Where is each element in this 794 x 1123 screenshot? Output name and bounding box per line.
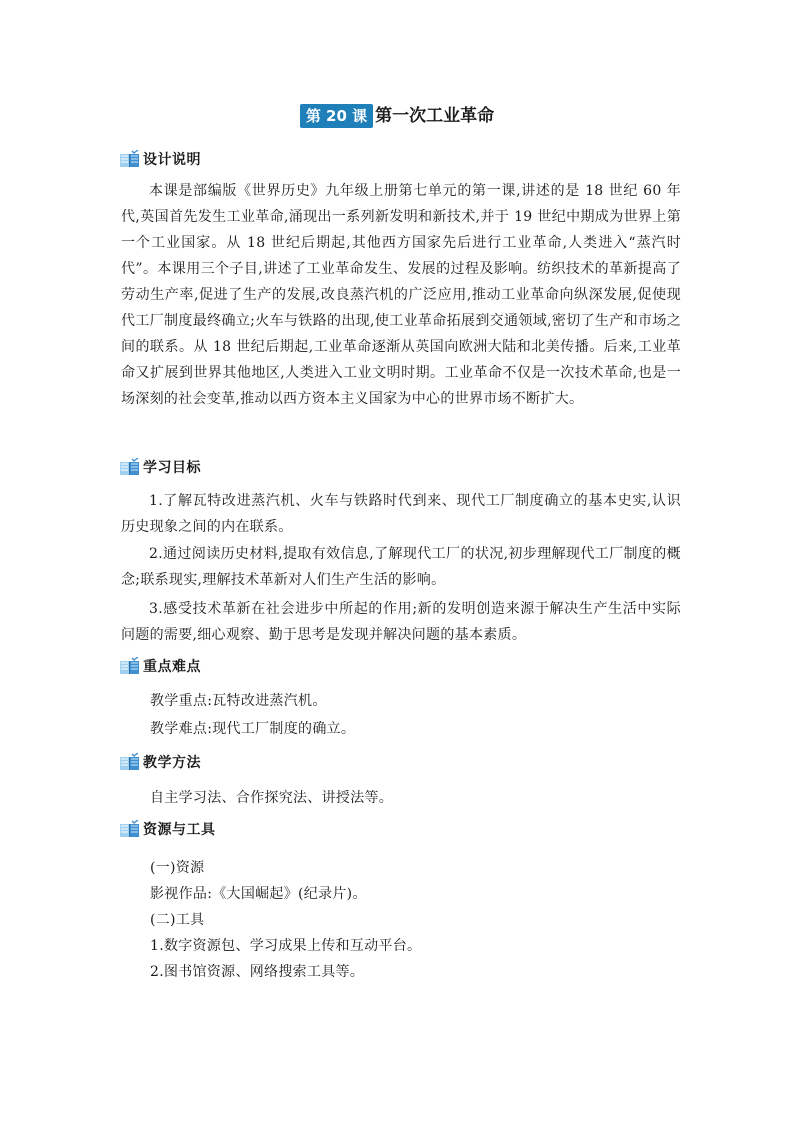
book-icon [120,753,140,771]
resource-line: (二)工具 [150,912,205,928]
book-icon [120,458,140,476]
book-icon [120,820,140,838]
section-heading-resources [120,819,216,839]
section-title: 重点难点 [143,659,201,675]
goal-item: 1.了解瓦特改进蒸汽机、火车与铁路时代到来、现代工厂制度确立的基本史实,认识历史现象之间的内在联系。 [121,493,681,535]
book-icon [120,657,140,675]
lesson-number-badge: 第 20 课 [300,104,373,128]
section-heading-goals [120,457,201,477]
section-heading-design [120,149,201,169]
lesson-header [0,104,794,128]
design-paragraph: 本课是部编版《世界历史》九年级上册第七单元的第一课,讲述的是 18 世纪 60 年代,英国首先发生工业革命,涌现出一系列新发明和新技术,并于 19 世纪中期成为世界上第一个工业国家。从 18 世纪后期起,其他西方国家先后进行工业革命,人类进入“蒸汽时代”。本课用三个子目,讲述了工业革命发生、发展的过程及影响。纺织技术的革新提高了劳动生产率,促进了生产的发展,改良蒸汽机的广泛应用,推动工业革命向纵深发展,促使现代工厂制度最终确立;火车与铁路的出现,使工业革命拓展到交通领域,密切了生产和市场之间的联系。从 18 世纪后期起,工业革命逐渐从英国向欧洲大陆和北美传播。后来,工业革命又扩展到世界其他地区,人类进入工业文明时期。工业革命不仅是一次技术革命,也是一场深刻的社会变革,推动以西方资本主义国家为中心的世界市场不断扩大。 [121,183,681,407]
goal-item: 3.感受技术革新在社会进步中所起的作用;新的发明创造来源于解决生产生活中实际问题的需要,细心观察、勤于思考是发现并解决问题的基本素质。 [121,601,681,643]
teaching-difficulty: 教学难点:现代工厂制度的确立。 [150,721,356,737]
goal-item: 2.通过阅读历史材料,提取有效信息,了解现代工厂的状况,初步理解现代工厂制度的概念;联系现实,理解技术革新对人们生产生活的影响。 [121,546,681,588]
section-heading-keypoints [120,656,201,676]
teaching-focus: 教学重点:瓦特改进蒸汽机。 [150,693,327,709]
section-heading-methods [120,752,201,772]
section-title: 设计说明 [143,152,201,168]
resource-line: (一)资源 [150,860,205,876]
resource-line: 2.图书馆资源、网络搜索工具等。 [150,964,365,980]
resource-line: 影视作品:《大国崛起》(纪录片)。 [150,886,367,902]
book-icon [120,150,140,168]
lesson-title: 第一次工业革命 [375,106,495,126]
section-title: 教学方法 [143,755,201,771]
section-title: 资源与工具 [143,822,216,838]
section-title: 学习目标 [143,460,201,476]
resource-line: 1.数字资源包、学习成果上传和互动平台。 [150,938,422,954]
methods-text: 自主学习法、合作探究法、讲授法等。 [150,790,394,806]
